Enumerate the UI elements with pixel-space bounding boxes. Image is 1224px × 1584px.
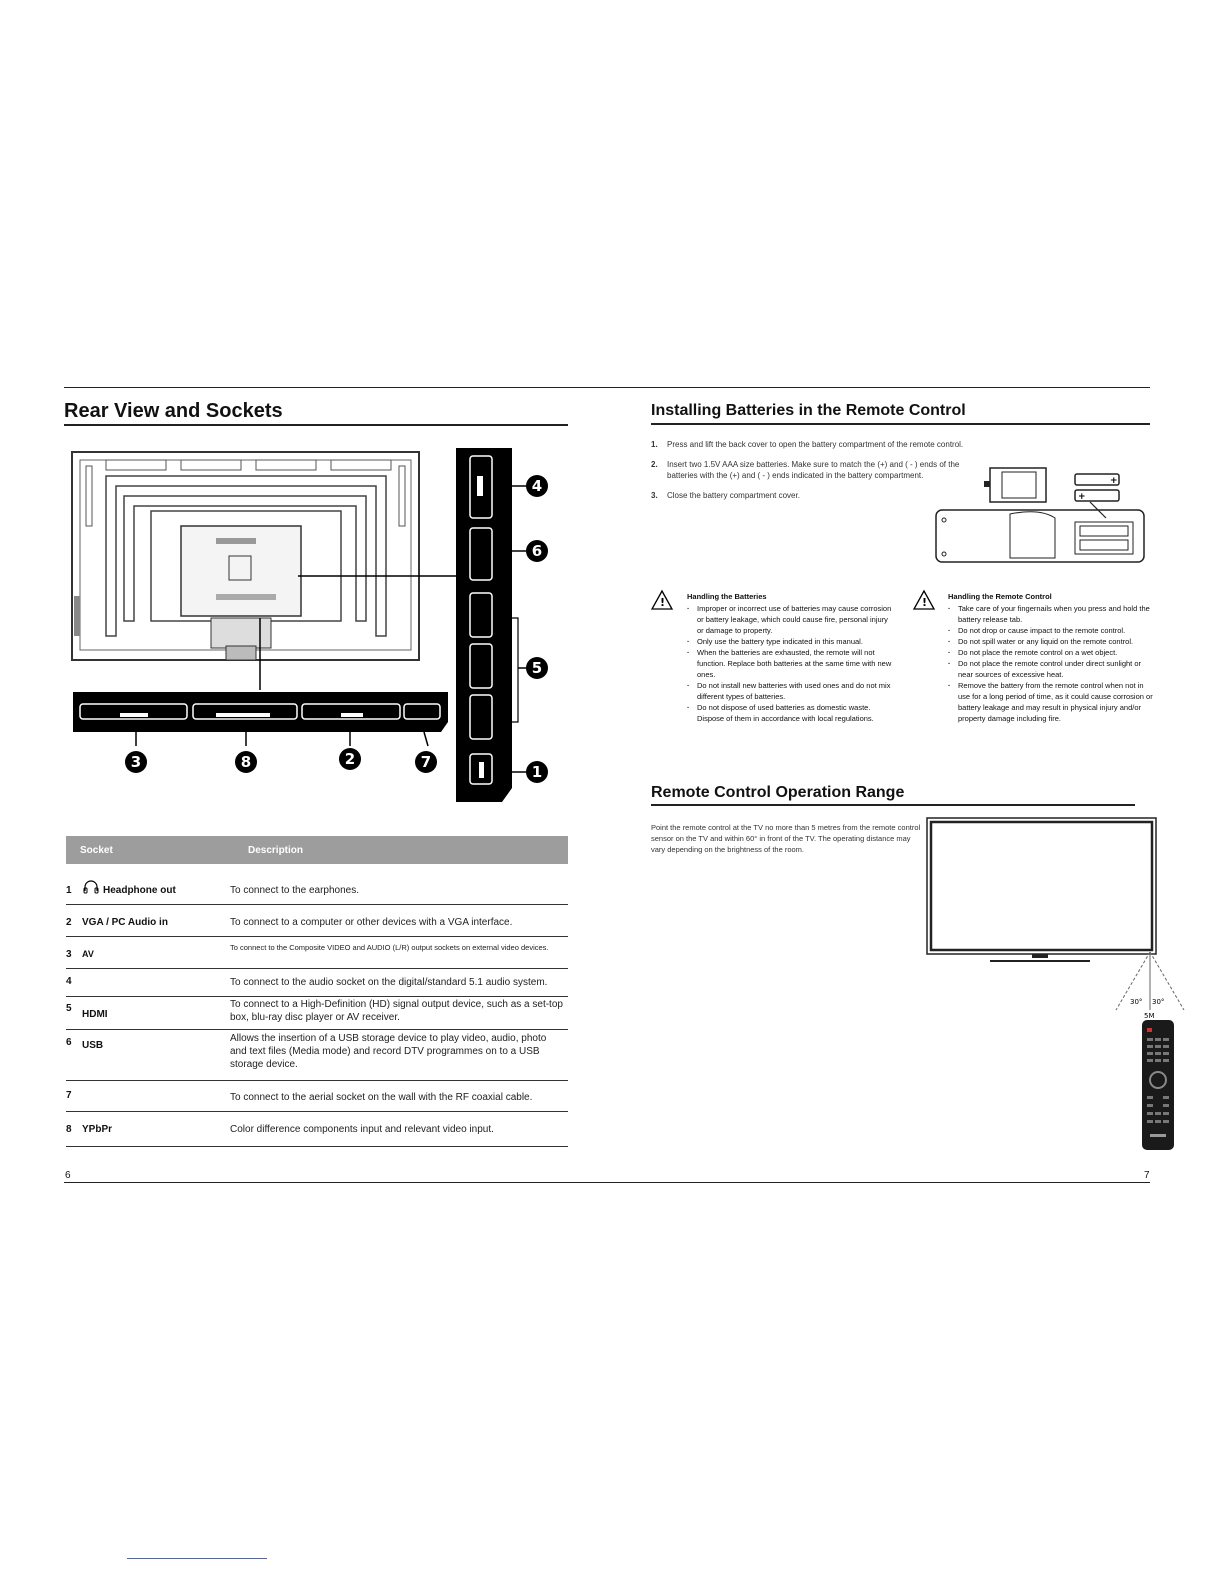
table-row xyxy=(66,1080,568,1112)
row-number: 5 xyxy=(66,1003,72,1014)
top-rule xyxy=(64,387,1150,388)
socket-table-header xyxy=(66,836,568,864)
table-row xyxy=(66,1111,568,1147)
list-item: · Do not place the remote control on a wet object. xyxy=(948,647,1154,658)
step-number: 3. xyxy=(651,490,658,500)
handling-batteries-list xyxy=(687,603,892,724)
step-item xyxy=(651,490,969,502)
row-name: YPbPr xyxy=(82,1124,113,1135)
row-description: To connect to the audio socket on the digital/standard 5.1 audio system. xyxy=(230,977,548,988)
headphone-icon xyxy=(82,879,100,900)
step-number: 2. xyxy=(651,459,658,469)
row-number: 8 xyxy=(66,1124,72,1135)
row-number: 3 xyxy=(66,949,72,960)
badge-5: 5 xyxy=(526,657,548,679)
table-row xyxy=(66,1029,568,1081)
rear-view-title-underline xyxy=(64,424,568,426)
row-description: Allows the insertion of a USB storage device to play video, audio, photo and text files (Media mode) and record DTV programmes on to a USB storage device. xyxy=(230,1033,547,1070)
list-item: · Only use the battery type indicated in this manual. xyxy=(687,636,892,647)
row-description: To connect to the aerial socket on the wall with the RF coaxial cable. xyxy=(230,1092,533,1103)
page-number-right: 7 xyxy=(1144,1170,1150,1181)
step-item xyxy=(651,439,969,451)
angle-right-label: 30° xyxy=(1152,998,1165,1006)
svg-text:!: ! xyxy=(922,596,928,609)
row-name: HDMI xyxy=(82,1009,108,1020)
handling-remote-list xyxy=(948,603,1154,724)
battery-steps xyxy=(651,439,969,509)
row-description: Color difference components input and relevant video input. xyxy=(230,1124,494,1135)
header-socket: Socket xyxy=(80,845,113,856)
step-item xyxy=(651,459,969,482)
row-description: To connect to the Composite VIDEO and AUDIO (L/R) output sockets on external video devices. xyxy=(230,943,549,952)
angle-left-label: 30° xyxy=(1130,998,1143,1006)
row-number: 6 xyxy=(66,1037,72,1048)
handling-remote-title: Handling the Remote Control xyxy=(948,592,1052,601)
list-item: · When the batteries are exhausted, the remote will not function. Replace both batteries at the same time with new ones. xyxy=(687,647,892,680)
row-description: To connect to a High-Definition (HD) signal output device, such as a set-top box, blu-ray disc player or AV receiver. xyxy=(230,999,563,1023)
batteries-title-underline xyxy=(651,423,1150,425)
step-text: Close the battery compartment cover. xyxy=(667,490,800,500)
svg-text:+: + xyxy=(1078,492,1086,502)
row-name: AV xyxy=(82,949,94,959)
row-number: 7 xyxy=(66,1090,72,1101)
badge-1: 1 xyxy=(526,761,548,783)
batteries-title: Installing Batteries in the Remote Control xyxy=(651,402,966,419)
table-row xyxy=(66,968,568,997)
rear-view-title: Rear View and Sockets xyxy=(64,400,283,422)
step-number: 1. xyxy=(651,440,658,449)
badge-8: 8 xyxy=(235,751,257,773)
footer-link-line xyxy=(127,1558,267,1559)
badge-7: 7 xyxy=(415,751,437,773)
badge-2: 2 xyxy=(339,748,361,770)
table-row xyxy=(66,872,568,905)
row-number: 1 xyxy=(66,885,72,896)
badge-4: 4 xyxy=(526,475,548,497)
badge-6: 6 xyxy=(526,540,548,562)
remote-battery-illustration xyxy=(930,464,1150,566)
table-row xyxy=(66,936,568,969)
warning-icon xyxy=(913,590,935,615)
operation-range-text: Point the remote control at the TV no more than 5 metres from the remote control sensor on the TV and within 60° in front of the TV. The operating distance may vary depending on the brightness of the room. xyxy=(651,823,921,854)
list-item: · Improper or incorrect use of batteries may cause corrosion or battery leakage, which could cause fire, personal injury or damage to property. xyxy=(687,603,892,636)
list-item: · Do not dispose of used batteries as domestic waste. Dispose of them in accordance with local regulations. xyxy=(687,702,892,724)
list-item: · Remove the battery from the remote control when not in use for a long period of time, as it could cause corrosion or battery leakage and may result in physical injury and/or property damage including fire. xyxy=(948,680,1154,724)
row-name: VGA / PC Audio in xyxy=(82,917,168,928)
distance-label: 5M xyxy=(1144,1012,1155,1020)
list-item: · Take care of your fingernails when you press and hold the battery release tab. xyxy=(948,603,1154,625)
step-text: Insert two 1.5V AAA size batteries. Make sure to match the (+) and ( - ) ends of the batteries with the (+) and ( - ) ends indicated in the battery compartment. xyxy=(667,459,960,480)
badge-3: 3 xyxy=(125,751,147,773)
list-item: · Do not spill water or any liquid on the remote control. xyxy=(948,636,1154,647)
row-description: To connect to the earphones. xyxy=(230,885,359,896)
operation-range-title: Remote Control Operation Range xyxy=(651,784,905,801)
page-number-left: 6 xyxy=(65,1170,71,1181)
handling-batteries-title: Handling the Batteries xyxy=(687,592,767,601)
table-row xyxy=(66,904,568,937)
handling-batteries-block xyxy=(687,591,892,724)
svg-text:+: + xyxy=(1110,476,1118,486)
handling-remote-block xyxy=(948,591,1154,724)
step-text: Press and lift the back cover to open the battery compartment of the remote control. xyxy=(667,440,964,449)
row-name: Headphone out xyxy=(103,885,176,896)
warning-icon xyxy=(651,590,673,615)
header-description: Description xyxy=(248,845,304,856)
list-item: · Do not install new batteries with used ones and do not mix different types of batteries. xyxy=(687,680,892,702)
table-row xyxy=(66,996,568,1030)
row-number: 2 xyxy=(66,917,72,928)
svg-text:!: ! xyxy=(660,596,666,609)
row-description: To connect to a computer or other devices with a VGA interface. xyxy=(230,917,513,928)
operation-range-title-underline xyxy=(651,804,1135,806)
row-number: 4 xyxy=(66,976,72,987)
bottom-rule xyxy=(64,1182,1150,1183)
tv-range-illustration xyxy=(920,814,1165,1154)
list-item: · Do not drop or cause impact to the remote control. xyxy=(948,625,1154,636)
row-name: USB xyxy=(82,1040,104,1051)
list-item: · Do not place the remote control under direct sunlight or near sources of excessive heat. xyxy=(948,658,1154,680)
